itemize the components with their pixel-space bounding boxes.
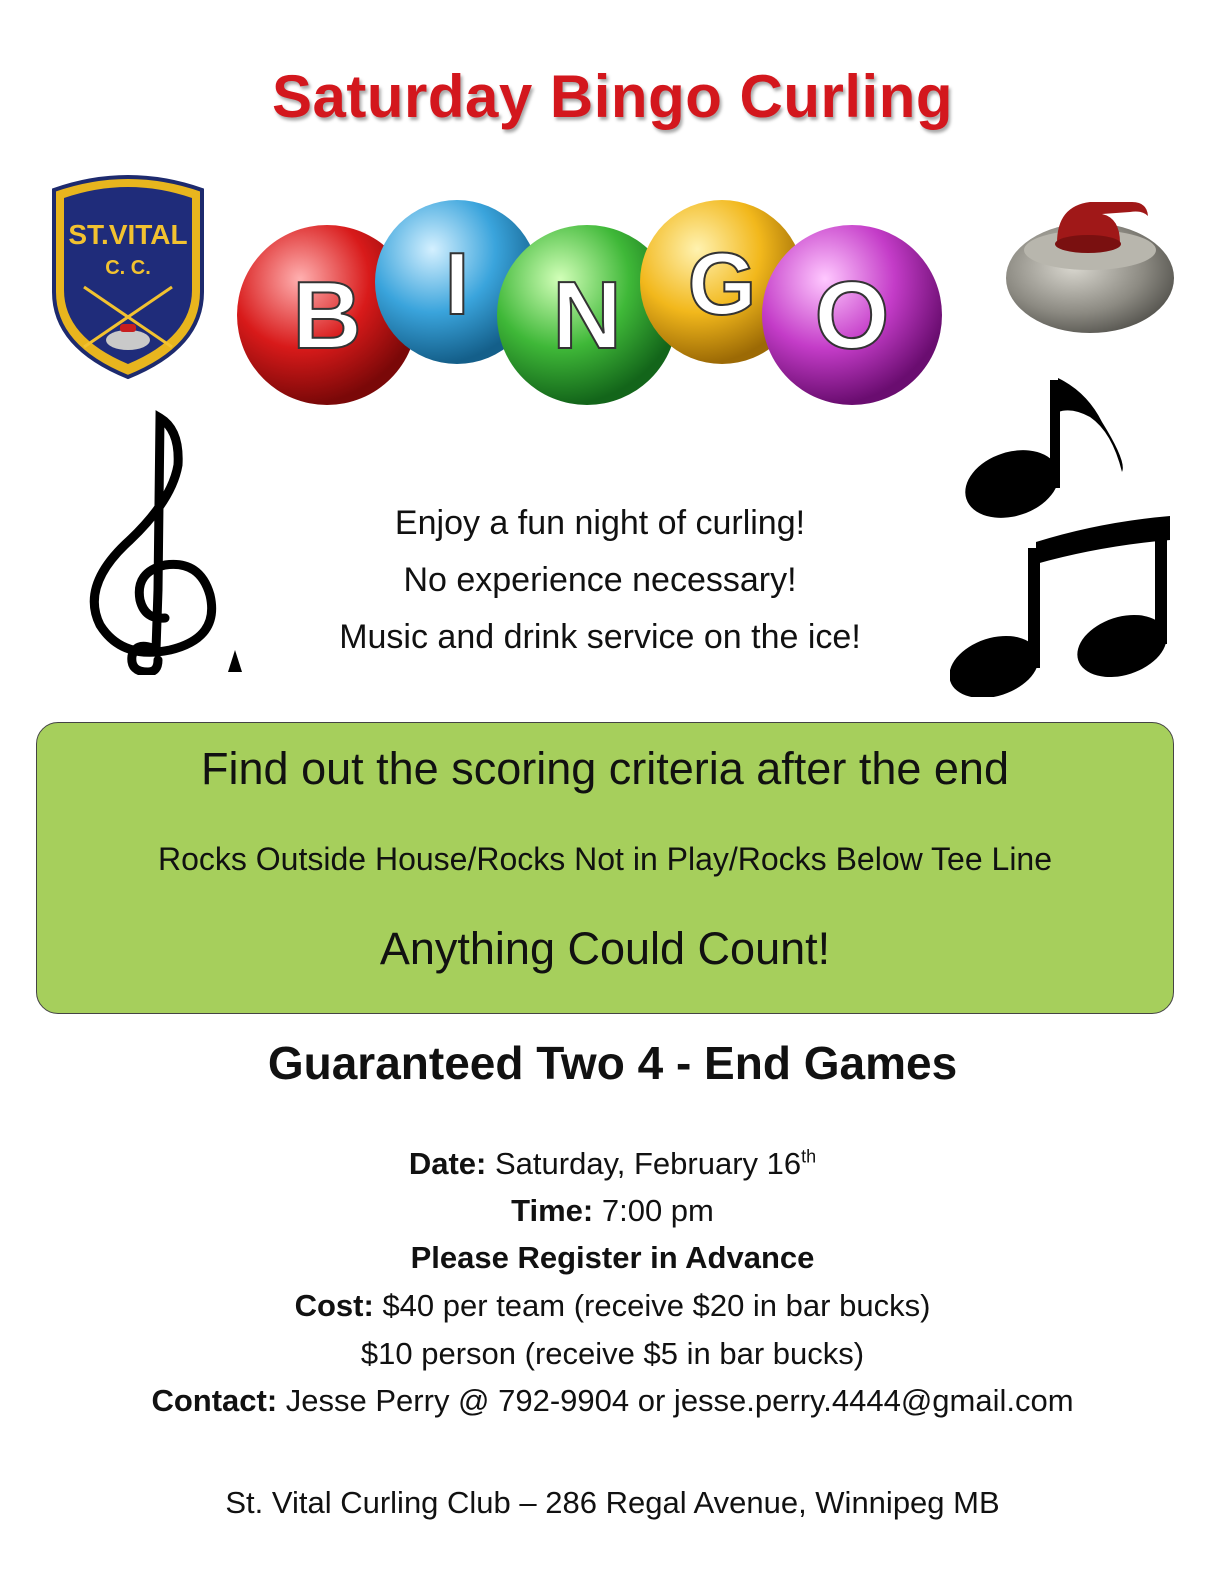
bingo-letter-i: I — [444, 234, 470, 333]
cost-team: $40 per team (receive $20 in bar bucks) — [382, 1288, 931, 1323]
intro-text — [200, 495, 1000, 666]
date-value: Saturday, February 16 — [494, 1146, 802, 1181]
register-line: Please Register in Advance — [410, 1240, 815, 1275]
bingo-letter-o: O — [814, 262, 890, 369]
time-line — [0, 1193, 1225, 1229]
contact-line — [0, 1383, 1225, 1419]
time-label: Time: — [511, 1193, 594, 1228]
intro-line: No experience necessary! — [403, 561, 797, 599]
scoring-examples: Rocks Outside House/Rocks Not in Play/Rocks Below Tee Line — [157, 841, 1053, 877]
cost-line — [0, 1288, 1225, 1324]
date-line — [0, 1146, 1225, 1182]
guaranteed-heading: Guaranteed Two 4 - End Games — [267, 1037, 958, 1089]
intro-line: Enjoy a fun night of curling! — [394, 504, 806, 542]
curling-stone-icon — [1002, 188, 1177, 338]
cost-label: Cost: — [294, 1288, 374, 1323]
club-crest-icon — [44, 172, 212, 382]
crest-name: ST.VITAL — [68, 219, 188, 250]
scoring-tagline: Anything Could Count! — [379, 923, 831, 974]
bingo-letter-g: G — [687, 234, 757, 333]
date-suffix: th — [801, 1146, 817, 1167]
scoring-box — [36, 722, 1174, 1014]
bingo-letter-b: B — [292, 262, 362, 369]
intro-line: Music and drink service on the ice! — [339, 618, 861, 656]
contact-value[interactable]: Jesse Perry @ 792-9904 or jesse.perry.4444@gmail.com — [285, 1383, 1074, 1418]
scoring-heading: Find out the scoring criteria after the end — [201, 743, 1009, 794]
date-label: Date: — [408, 1146, 487, 1181]
page-title: Saturday Bingo Curling — [271, 63, 954, 130]
club-address: St. Vital Curling Club – 286 Regal Avenue, Winnipeg MB — [225, 1485, 1000, 1520]
contact-label: Contact: — [151, 1383, 278, 1418]
bingo-balls-icon — [232, 190, 952, 420]
time-value: 7:00 pm — [601, 1193, 714, 1228]
cost-person: $10 person (receive $5 in bar bucks) — [360, 1336, 865, 1371]
bingo-letter-n: N — [552, 262, 622, 369]
crest-initials: C. C. — [105, 257, 151, 279]
